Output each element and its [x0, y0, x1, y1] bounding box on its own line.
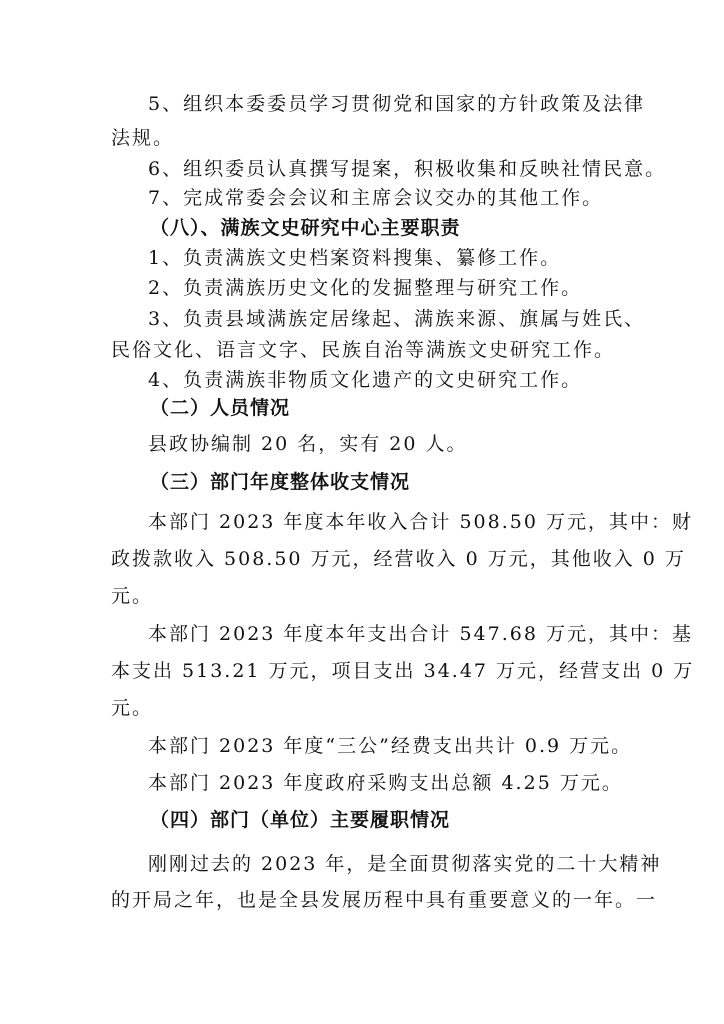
manchu-duty-3-line2: 民俗文化、语言文字、民族自治等满族文史研究工作。: [111, 339, 616, 361]
manchu-duty-4: 4、负责满族非物质文化遗产的文史研究工作。: [148, 369, 583, 391]
expense-line-1: 本部门 2023 年度本年支出合计 547.68 万元，其中：基: [148, 623, 693, 645]
duty-item-5-line2: 法规。: [111, 127, 175, 149]
duty-item-6: 6、组织委员认真撰写提案，积极收集和反映社情民意。: [148, 158, 667, 180]
performance-line-1: 刚刚过去的 2023 年，是全面贯彻落实党的二十大精神: [148, 853, 662, 875]
manchu-duty-2: 2、负责满族历史文化的发掘整理与研究工作。: [148, 277, 583, 299]
expense-line-2: 本支出 513.21 万元，项目支出 34.47 万元，经营支出 0 万: [111, 660, 695, 682]
three-public-expense: 本部门 2023 年度“三公”经费支出共计 0.9 万元。: [148, 735, 633, 757]
expense-line-3: 元。: [111, 697, 154, 719]
finance-heading: （三）部门年度整体收支情况: [150, 471, 411, 493]
procurement-expense: 本部门 2023 年度政府采购支出总额 4.25 万元。: [148, 772, 623, 794]
manchu-center-heading: （八）、满族文史研究中心主要职责: [150, 217, 461, 239]
duty-item-7: 7、完成常委会会议和主席会议交办的其他工作。: [148, 187, 604, 209]
personnel-text: 县政协编制 20 名，实有 20 人。: [148, 433, 468, 455]
performance-line-2: 的开局之年，也是全县发展历程中具有重要意义的一年。一: [111, 889, 658, 911]
income-line-1: 本部门 2023 年度本年收入合计 508.50 万元，其中：财: [148, 511, 693, 533]
duty-item-5-line1: 5、组织本委委员学习贯彻党和国家的方针政策及法律: [148, 93, 646, 115]
income-line-2: 政拨款收入 508.50 万元，经营收入 0 万元，其他收入 0 万: [111, 548, 686, 570]
manchu-duty-1: 1、负责满族文史档案资料搜集、纂修工作。: [148, 247, 562, 269]
income-line-3: 元。: [111, 585, 154, 607]
personnel-heading: （二）人员情况: [150, 397, 291, 419]
performance-heading: （四）部门（单位）主要履职情况: [150, 809, 451, 831]
manchu-duty-3-line1: 3、负责县域满族定居缘起、满族来源、旗属与姓氏、: [148, 308, 646, 330]
